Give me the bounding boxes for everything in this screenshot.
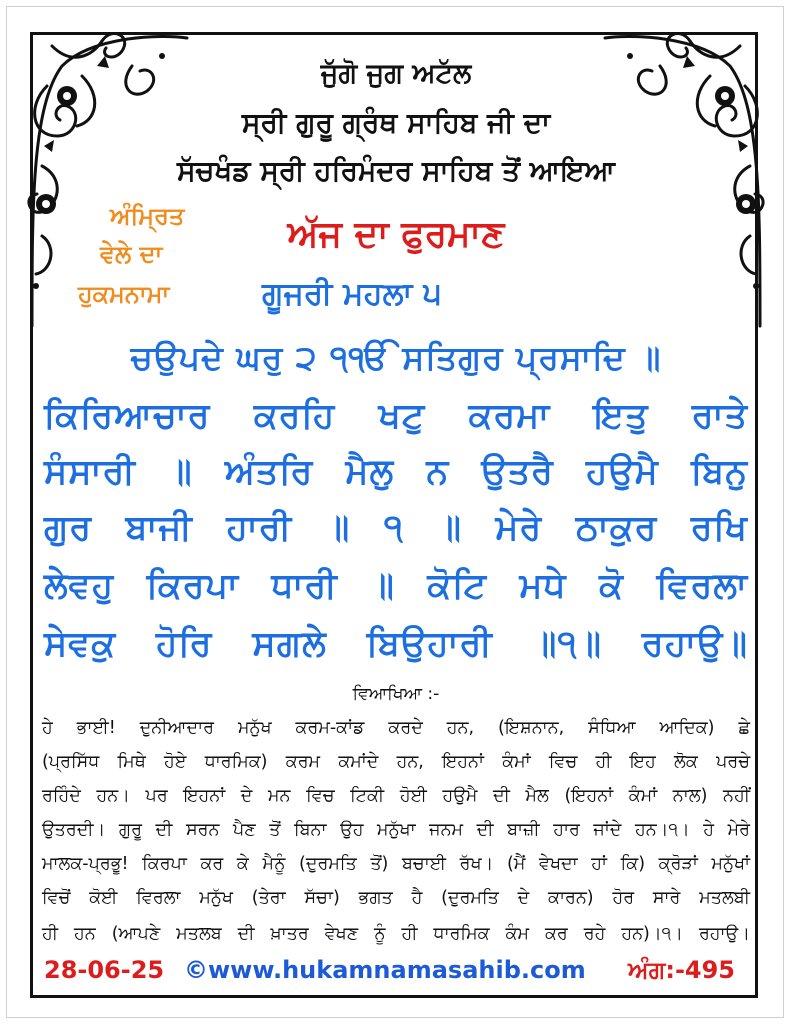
translation-line: ਮਾਲਕ-ਪ੍ਰਭੂ! ਕਿਰਪਾ ਕਰ ਕੇ ਮੈਨੂੰ (ਦੁਰਮਤਿ ਤੋਂ) ਬਚਾਈ ਰੱਖ। (ਮੈਂ ਵੇਖਦਾ ਹਾਂ ਕਿ) ਕ੍ਰੋੜਾਂ ਮਨੁੱਖਾਂ (42, 854, 750, 874)
footer-website-link[interactable]: ©www.hukamnamasahib.com (184, 956, 586, 984)
header-line-1: ਜੁੱਗੋ ਜੁਗ ਅਟੱਲ (320, 58, 472, 89)
gurbani-line: ਲੇਵਹੁ ਕਿਰਪਾ ਧਾਰੀ ॥ ਕੋਟਿ ਮਧੇ ਕੋ ਵਿਰਲਾ (44, 566, 748, 606)
gurbani-line: ਸੇਵਕੁ ਹੋਰਿ ਸਗਲੇ ਬਿਉਹਾਰੀ ॥੧॥ ਰਹਾਉ॥ (44, 624, 748, 664)
side-label-line-1: ਅੰਮ੍ਰਿਤ (110, 202, 185, 230)
raag-heading: ਗੂਜਰੀ ਮਹਲਾ ੫ (262, 276, 442, 312)
side-label-line-2: ਵੇਲੇ ਦਾ (100, 240, 163, 268)
translation-line: ਰਹਿੰਦੇ ਹਨ। ਪਰ ਇਹਨਾਂ ਦੇ ਮਨ ਵਿਚ ਟਿਕੀ ਹੋਈ ਹਉਮੈ ਦੀ ਮੈਲ (ਇਹਨਾਂ ਕੰਮਾਂ ਨਾਲ) ਨਹੀਂ (42, 786, 750, 806)
header-line-3: ਸੱਚਖੰਡ ਸ੍ਰੀ ਹਰਿਮੰਦਰ ਸਾਹਿਬ ਤੋਂ ਆਇਆ (176, 154, 616, 187)
header-line-2: ਸ੍ਰੀ ਗੁਰੂ ਗ੍ਰੰਥ ਸਾਹਿਬ ਜੀ ਦਾ (241, 106, 551, 139)
gurbani-line: ਸੰਸਾਰੀ ॥ ਅੰਤਰਿ ਮੈਲੁ ਨ ਉਤਰੈ ਹਉਮੈ ਬਿਨੁ (44, 452, 748, 492)
page-title: ਅੱਜ ਦਾ ਫੁਰਮਾਣ (287, 214, 505, 255)
translation-line: ਉਤਰਦੀ। ਗੁਰੂ ਦੀ ਸਰਨ ਪੈਣ ਤੋਂ ਬਿਨਾ ਉਹ ਮਨੁੱਖਾ ਜਨਮ ਦੀ ਬਾਜ਼ੀ ਹਾਰ ਜਾਂਦੇ ਹਨ।੧। ਹੇ ਮੇਰੇ (42, 820, 750, 840)
gurbani-line: ਚਉਪਦੇ ਘਰੁ ੨ ੧ੴ ਸਤਿਗੁਰ ਪ੍ਰਸਾਦਿ ॥ (130, 338, 662, 377)
translation-line: (ਪ੍ਰਸਿੱਧ ਮਿਥੇ ਹੋਏ ਧਾਰਮਿਕ) ਕਰਮ ਕਮਾਂਦੇ ਹਨ, ਇਹਨਾਂ ਕੰਮਾਂ ਵਿਚ ਹੀ ਇਹ ਲੋਕ ਪਰਚੇ (42, 752, 750, 772)
gurbani-line: ਕਿਰਿਆਚਾਰ ਕਰਹਿ ਖਟੁ ਕਰਮਾ ਇਤੁ ਰਾਤੇ (44, 396, 748, 436)
translation-line: ਵਿਚੋਂ ਕੋਈ ਵਿਰਲਾ ਮਨੁੱਖ (ਤੇਰਾ ਸੱਚਾ) ਭਗਤ ਹੈ (ਦੁਰਮਤਿ ਦੇ ਕਾਰਨ) ਹੋਰ ਸਾਰੇ ਮਤਲਬੀ (42, 888, 750, 908)
side-label-line-3: ਹੁਕਮਨਾਮਾ (78, 280, 170, 308)
vyakhia-heading: ਵਿਆਖਿਆ :- (352, 684, 440, 704)
translation-line: ਹੀ ਹਨ (ਆਪਣੇ ਮਤਲਬ ਦੀ ਖ਼ਾਤਰ ਵੇਖਣ ਨੂੰ ਹੀ ਧਾਰਮਿਕ ਕੰਮ ਕਰ ਰਹੇ ਹਨ)।੧। ਰਹਾਉ। (42, 924, 750, 944)
footer-date: 28-06-25 (44, 956, 165, 984)
gurbani-line: ਗੁਰ ਬਾਜੀ ਹਾਰੀ ॥ ੧ ॥ ਮੇਰੇ ਠਾਕੁਰ ਰਖਿ (44, 508, 748, 548)
footer-ang-number: ਅੰਗ:-495 (628, 956, 736, 984)
translation-line: ਹੇ ਭਾਈ! ਦੁਨੀਆਦਾਰ ਮਨੁੱਖ ਕਰਮ-ਕਾਂਡ ਕਰਦੇ ਹਨ, (ਇਸ਼ਨਾਨ, ਸੰਧਿਆ ਆਦਿਕ) ਛੇ (42, 718, 750, 738)
